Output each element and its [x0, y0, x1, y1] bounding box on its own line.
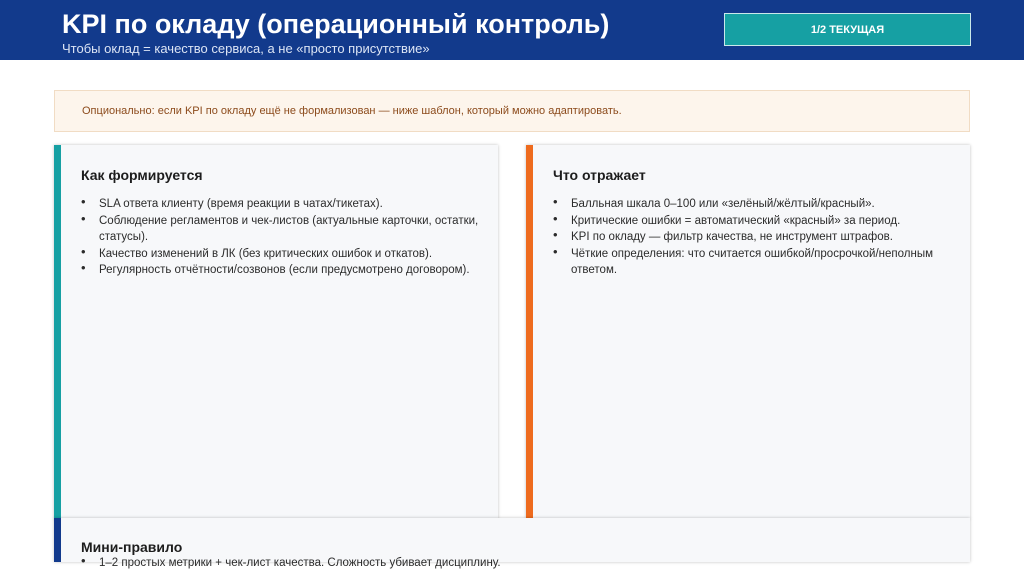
list-item: • 1–2 простых метрики + чек-лист качества. Сложность убивает дисциплину.	[81, 555, 954, 572]
page-title: KPI по окладу (операционный контроль)	[62, 9, 610, 39]
card-what-reflects	[526, 145, 970, 519]
list-item: • Регулярность отчётности/созвонов (если предусмотрено договором).	[81, 262, 482, 279]
list-item: • Критические ошибки = автоматический «красный» за период.	[553, 213, 954, 230]
list-item: • Соблюдение регламентов и чек-листов (актуальные карточки, остатки, статусы).	[81, 213, 482, 246]
mini-rule-list	[81, 555, 954, 572]
mini-rule-card	[54, 518, 970, 569]
list-item: • Балльная шкала 0–100 или «зелёный/жёлтый/красный».	[553, 196, 954, 213]
page-subtitle: Чтобы оклад = качество сервиса, а не «просто присутствие»	[62, 41, 430, 56]
optional-note-text: Опционально: если KPI по окладу ещё не формализован — ниже шаблон, который можно адаптировать.	[82, 105, 622, 117]
card-how-formed-title: Как формируется	[81, 167, 203, 183]
list-item: • Чёткие определения: что считается ошибкой/просрочкой/неполным ответом.	[553, 246, 954, 279]
mini-rule-title: Мини-правило	[81, 539, 183, 555]
optional-note-banner	[54, 90, 970, 132]
page-status-badge: 1/2 ТЕКУЩАЯ	[724, 13, 971, 46]
card-what-reflects-list	[553, 196, 954, 279]
list-item: • SLA ответа клиенту (время реакции в чатах/тикетах).	[81, 196, 482, 213]
card-how-formed-list	[81, 196, 482, 279]
list-item: • Качество изменений в ЛК (без критических ошибок и откатов).	[81, 246, 482, 263]
card-how-formed	[54, 145, 498, 519]
card-what-reflects-title: Что отражает	[553, 167, 646, 183]
slide-header	[0, 0, 1024, 60]
list-item: • KPI по окладу — фильтр качества, не инструмент штрафов.	[553, 229, 954, 246]
